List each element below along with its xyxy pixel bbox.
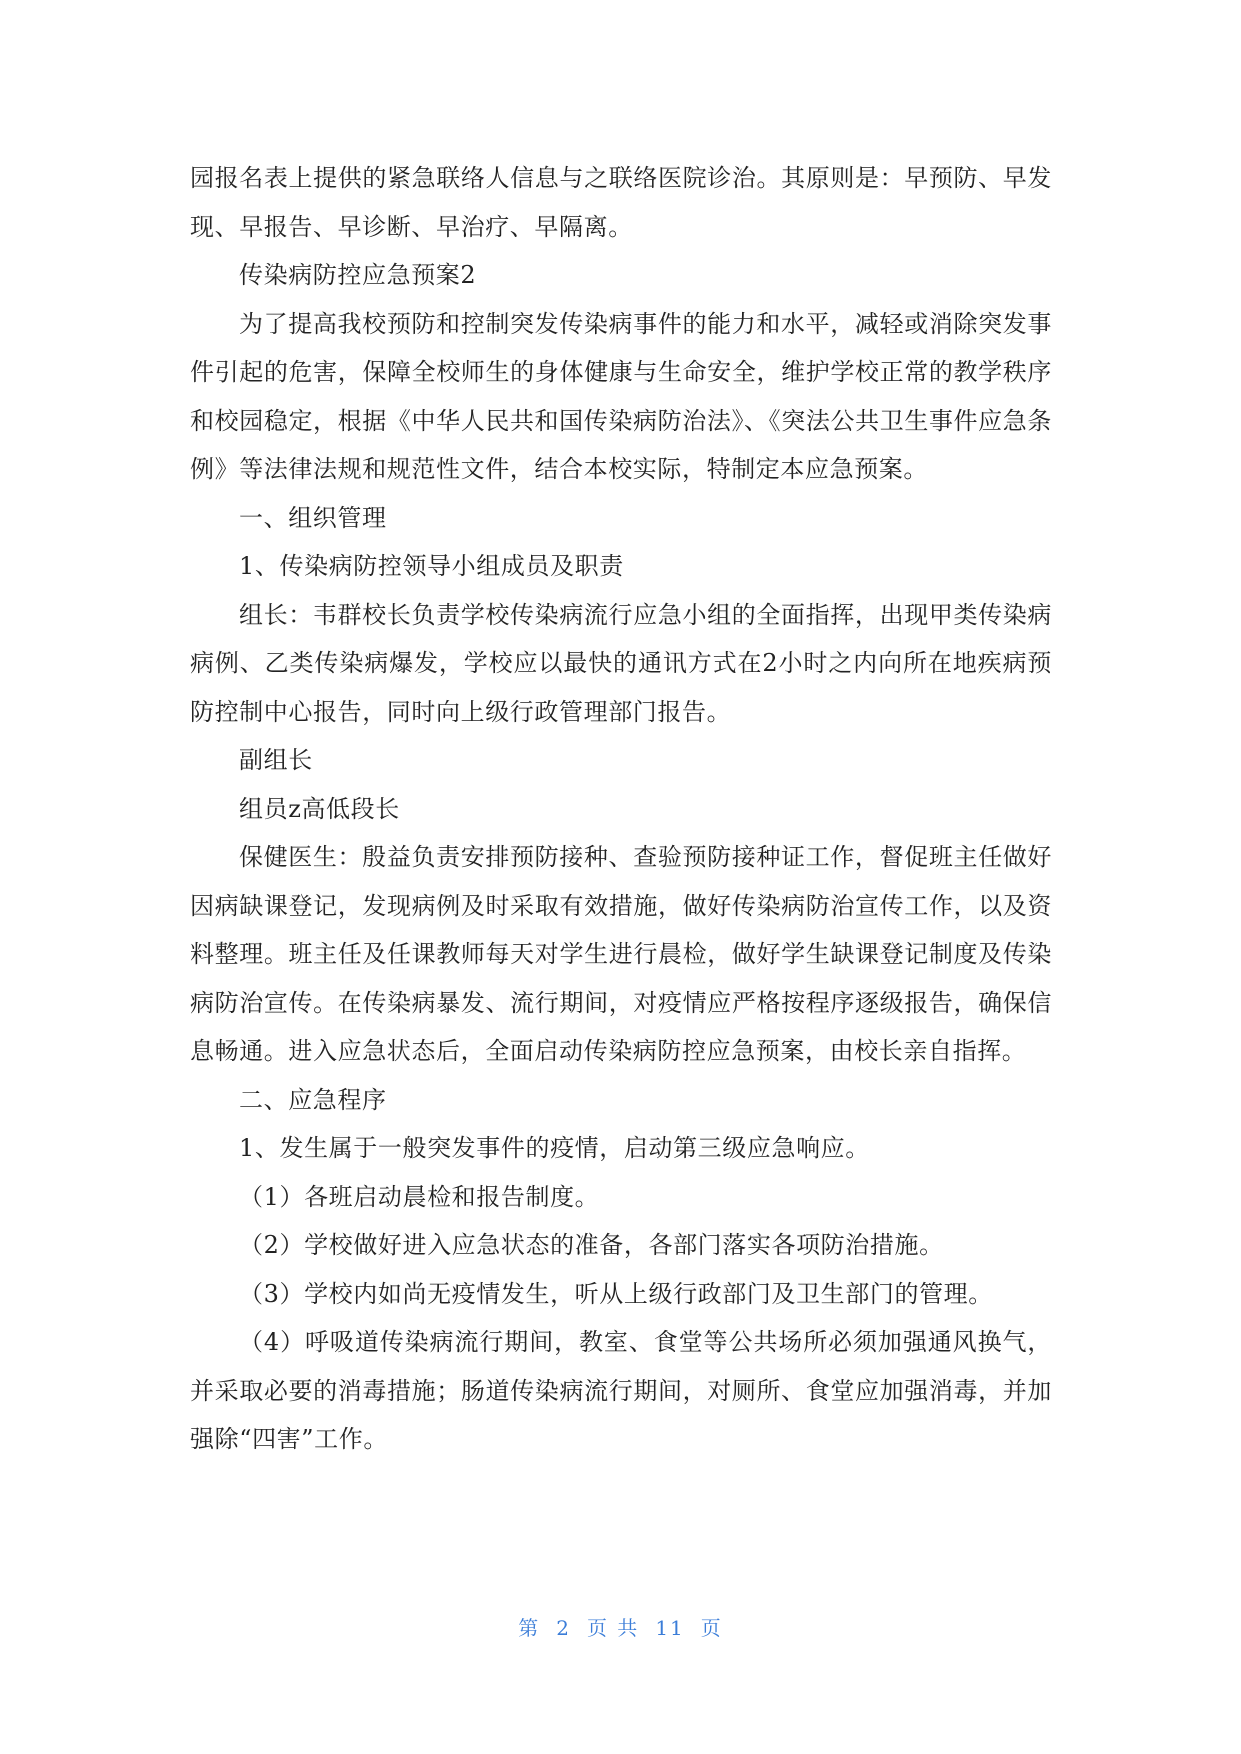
paragraph-members: 组员z高低段长 — [239, 794, 400, 823]
paragraph-doctor: 保健医生：殷益负责安排预防接种、查验预防接种证工作，督促班主任做好因病缺课登记，发现病例及时采取有效措施，做好传染病防治宣传工作，以及资料整理。班主任及任课教师每天对学生进行晨检，做好学生缺课登记制度及传染病防治宣传。在传染病暴发、流行期间，对疫情应严格按程序逐级报告，确保信息畅通。进入应急状态后，全面启动传染病防控应急预案，由校长亲自指挥。 — [190, 843, 1052, 1065]
paragraph-1: 园报名表上提供的紧急联络人信息与之联络医院诊治。其原则是：早预防、早发现、早报告、早诊断、早治疗、早隔离。 — [190, 164, 1052, 241]
heading-procedure: 二、应急程序 — [239, 1085, 387, 1114]
paragraph-level3: 1、发生属于一般突发事件的疫情，启动第三级应急响应。 — [239, 1134, 870, 1162]
paragraph-leader: 组长：韦群校长负责学校传染病流行应急小组的全面指挥，出现甲类传染病病例、乙类传染病爆发，学校应以最快的通讯方式在2小时之内向所在地疾病预防控制中心报告，同时向上级行政管理部门报告。 — [190, 600, 1052, 726]
document-body — [190, 154, 1052, 1464]
list-item-2: （2）学校做好进入应急状态的准备，各部门落实各项防治措施。 — [239, 1231, 944, 1259]
footer-total-pages: 11 — [655, 1616, 685, 1640]
footer-suffix: 页 — [700, 1616, 723, 1640]
footer-prefix: 第 — [518, 1616, 541, 1640]
list-item-1: （1）各班启动晨检和报告制度。 — [239, 1182, 600, 1211]
section-title: 传染病防控应急预案2 — [239, 261, 477, 289]
paragraph-deputy: 副组长 — [239, 746, 313, 774]
heading-organization: 一、组织管理 — [239, 503, 387, 532]
footer-page-number: 2 — [556, 1616, 571, 1640]
list-item-4: （4）呼吸道传染病流行期间，教室、食堂等公共场所必须加强通风换气，并采取必要的消毒措施；肠道传染病流行期间，对厕所、食堂应加强消毒，并加强除“四害”工作。 — [190, 1328, 1052, 1453]
page-footer — [0, 1612, 1241, 1641]
paragraph-intro: 为了提高我校预防和控制突发传染病事件的能力和水平，减轻或消除突发事件引起的危害，保障全校师生的身体健康与生命安全，维护学校正常的教学秩序和校园稳定，根据《中华人民共和国传染病防治法》、《突法公共卫生事件应急条例》等法律法规和规范性文件，结合本校实际，特制定本应急预案。 — [190, 309, 1052, 483]
subheading-leaders: 1、传染病防控领导小组成员及职责 — [239, 552, 624, 580]
footer-middle: 页 共 — [586, 1616, 640, 1640]
list-item-3: （3）学校内如尚无疫情发生，听从上级行政部门及卫生部门的管理。 — [239, 1279, 993, 1308]
